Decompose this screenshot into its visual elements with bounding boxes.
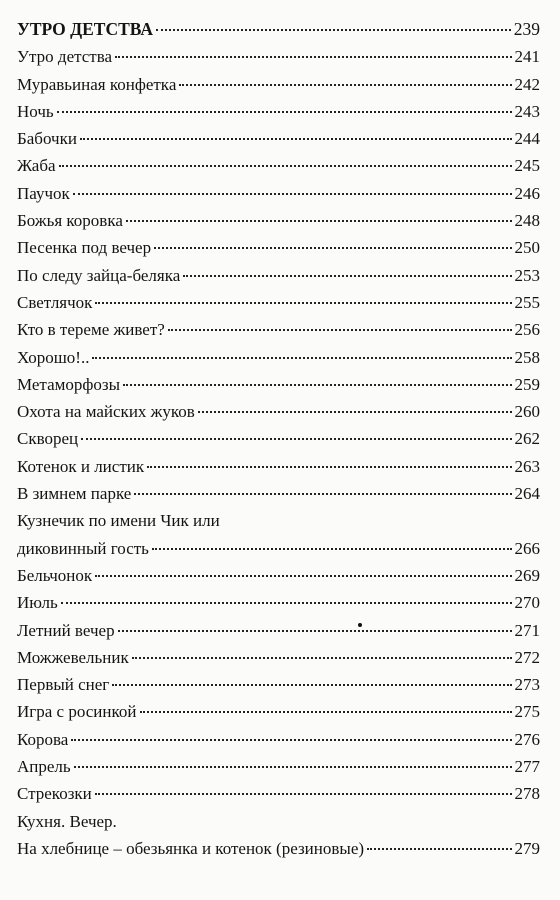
- toc-page-number: 244: [514, 129, 540, 149]
- toc-entry-title: Божья коровка: [17, 211, 123, 231]
- toc-entry-title: Светлячок: [17, 292, 93, 312]
- toc-entry-title: Летний вечер: [17, 620, 115, 640]
- toc-entry: [17, 180, 540, 207]
- toc-page-number: 239: [513, 19, 540, 39]
- toc-entry: [17, 43, 540, 70]
- toc-entry: [17, 316, 540, 343]
- toc-page-number: 253: [514, 265, 540, 285]
- dot-leader: [95, 302, 511, 304]
- toc-entry: [17, 207, 540, 234]
- dot-leader: [73, 193, 512, 195]
- toc-entry-title: Скворец: [17, 429, 79, 449]
- toc-entry: [17, 453, 540, 480]
- toc-entry: [17, 125, 540, 152]
- toc-entry-title: Паучок: [17, 183, 70, 203]
- dot-leader: [80, 138, 512, 140]
- toc-entry: [17, 835, 540, 862]
- toc-entry-title: Бабочки: [17, 129, 77, 149]
- toc-entry-title: В зимнем парке: [17, 484, 132, 504]
- toc-page-number: 275: [514, 702, 540, 722]
- toc-entry-title: Можжевельник: [17, 647, 129, 667]
- toc-page-number: 270: [514, 593, 540, 613]
- dot-leader: [61, 602, 512, 604]
- toc-page-number: 279: [514, 838, 540, 858]
- toc-entry: [17, 808, 540, 835]
- dot-leader: [152, 548, 512, 550]
- dot-leader: [71, 739, 511, 741]
- toc-page-number: 242: [514, 74, 540, 94]
- toc-page-number: 258: [514, 347, 540, 367]
- toc-entry: [17, 644, 540, 671]
- toc-entry: [17, 780, 540, 807]
- toc-entry-title: Муравьиная конфетка: [17, 74, 177, 94]
- toc-entry: [17, 371, 540, 398]
- toc-page-number: 278: [514, 784, 540, 804]
- dot-leader: [134, 493, 511, 495]
- toc-entry-title: Песенка под вечер: [17, 238, 152, 258]
- dot-leader: [95, 575, 511, 577]
- dot-leader: [132, 657, 512, 659]
- dot-leader: [154, 247, 511, 249]
- toc-entry-title: Стрекозки: [17, 784, 92, 804]
- toc-entry: [17, 234, 540, 261]
- toc-page-number: 264: [514, 484, 540, 504]
- toc-entry: [17, 289, 540, 316]
- toc-entry-title: Жаба: [17, 156, 56, 176]
- dot-leader: [118, 630, 512, 632]
- dot-leader: [140, 711, 512, 713]
- toc-entry: [17, 535, 540, 562]
- toc-entry-title: По следу зайца-беляка: [17, 265, 181, 285]
- toc-entry-title: Кузнечик по имени Чик или: [17, 511, 220, 531]
- toc-entry-title: Охота на майских жуков: [17, 402, 195, 422]
- toc-entry: [17, 562, 540, 589]
- toc-entry: [17, 507, 540, 534]
- toc-entry-title: Метаморфозы: [17, 374, 121, 394]
- toc-page-number: 269: [514, 565, 540, 585]
- toc-page-number: 259: [514, 374, 540, 394]
- toc-page-number: 266: [514, 538, 540, 558]
- toc-entry-title: Котенок и листик: [17, 456, 145, 476]
- toc-page-number: 256: [514, 320, 540, 340]
- toc-section-heading: [17, 16, 540, 43]
- toc-page-number: 245: [514, 156, 540, 176]
- toc-page-number: 246: [514, 183, 540, 203]
- toc-page-number: 243: [514, 101, 540, 121]
- toc-entry-title: Корова: [17, 729, 69, 749]
- toc-page-number: 248: [514, 211, 540, 231]
- table-of-contents: [17, 16, 540, 862]
- dot-leader: [179, 84, 511, 86]
- dot-leader: [147, 466, 511, 468]
- dot-leader: [183, 275, 511, 277]
- toc-entry: [17, 425, 540, 452]
- toc-page-number: 272: [514, 647, 540, 667]
- toc-entry: [17, 671, 540, 698]
- toc-entry-title: Апрель: [17, 757, 71, 777]
- dot-leader: [74, 766, 512, 768]
- toc-entry: [17, 698, 540, 725]
- toc-page-number: 273: [514, 675, 540, 695]
- dot-leader: [95, 793, 512, 795]
- toc-page-number: 276: [514, 729, 540, 749]
- toc-entry: [17, 753, 540, 780]
- toc-entry: [17, 617, 540, 644]
- toc-entry-title: Бельчонок: [17, 565, 93, 585]
- dot-leader: [168, 329, 512, 331]
- toc-entry: [17, 344, 540, 371]
- toc-entry: [17, 71, 540, 98]
- toc-entry-title: Июль: [17, 593, 58, 613]
- toc-page-number: 260: [514, 402, 540, 422]
- toc-page-number: 271: [514, 620, 540, 640]
- dot-leader: [81, 438, 511, 440]
- toc-page-number: 277: [514, 757, 540, 777]
- toc-page-number: 250: [514, 238, 540, 258]
- dot-leader: [92, 357, 511, 359]
- dot-leader: [115, 56, 511, 58]
- toc-entry-title: Утро детства: [17, 47, 113, 67]
- ink-speck: [358, 623, 362, 627]
- toc-entry-title: Ночь: [17, 101, 54, 121]
- toc-entry: [17, 726, 540, 753]
- dot-leader: [59, 165, 512, 167]
- toc-entry-title: Кухня. Вечер.: [17, 811, 117, 831]
- dot-leader: [198, 411, 512, 413]
- toc-entry: [17, 98, 540, 125]
- toc-entry: [17, 262, 540, 289]
- toc-page-number: 262: [514, 429, 540, 449]
- dot-leader: [156, 29, 511, 31]
- dot-leader: [57, 111, 512, 113]
- toc-entry-title: УТРО ДЕТСТВА: [17, 19, 153, 39]
- toc-page-number: 255: [514, 292, 540, 312]
- toc-entry-title: диковинный гость: [17, 538, 149, 558]
- dot-leader: [112, 684, 511, 686]
- toc-page-number: 241: [514, 47, 540, 67]
- toc-entry: [17, 589, 540, 616]
- dot-leader: [126, 220, 512, 222]
- toc-entry-title: Кто в тереме живет?: [17, 320, 165, 340]
- toc-entry-title: Хорошо!..: [17, 347, 90, 367]
- toc-entry: [17, 152, 540, 179]
- toc-entry-title: Игра с росинкой: [17, 702, 137, 722]
- toc-entry-title: На хлебнице – обезьянка и котенок (резиновые): [17, 838, 365, 858]
- dot-leader: [123, 384, 511, 386]
- toc-entry: [17, 398, 540, 425]
- toc-entry: [17, 480, 540, 507]
- dot-leader: [367, 848, 511, 850]
- toc-page-number: 263: [514, 456, 540, 476]
- toc-entry-title: Первый снег: [17, 675, 110, 695]
